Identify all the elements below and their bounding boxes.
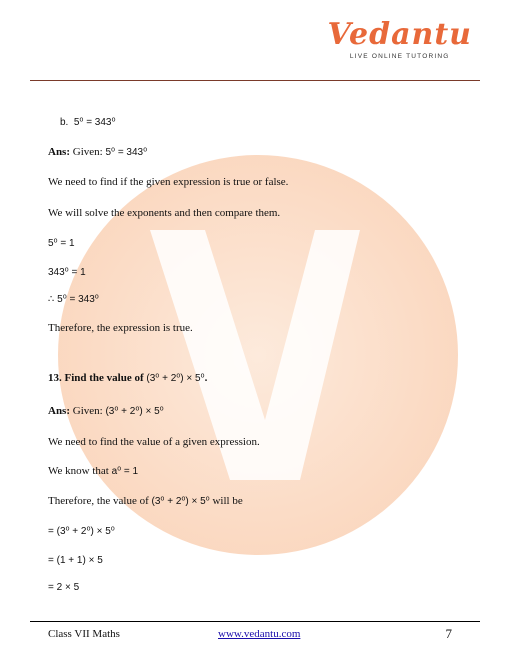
- item-b: b. 5⁰ = 343⁰: [60, 117, 116, 128]
- answer-2-line: Ans: Given: (3⁰ + 2⁰) × 5⁰: [48, 405, 164, 417]
- math-step: = (1 + 1) × 5: [48, 555, 103, 566]
- paragraph: We will solve the exponents and then compare them.: [48, 207, 281, 219]
- paragraph: Therefore, the value of (3⁰ + 2⁰) × 5⁰ will be: [48, 495, 243, 507]
- footer-class-label: Class VII Maths: [48, 628, 120, 640]
- math-step: 343⁰ = 1: [48, 267, 86, 278]
- math-step: ∴ 5⁰ = 343⁰: [48, 294, 99, 305]
- question-expression: (3⁰ + 2⁰) × 5⁰: [146, 373, 205, 384]
- footer-divider: [30, 621, 480, 622]
- vedantu-logo: [327, 18, 472, 60]
- paragraph: We know that a⁰ = 1: [48, 465, 139, 477]
- item-b-expression: 5⁰ = 343⁰: [73, 117, 116, 128]
- page-number: 7: [445, 626, 452, 641]
- paragraph: Therefore, the expression is true.: [48, 322, 193, 334]
- question-13: 13. Find the value of (3⁰ + 2⁰) × 5⁰.: [48, 372, 208, 384]
- logo-wordmark: Vedantu: [327, 17, 472, 52]
- math-step: = (3⁰ + 2⁰) × 5⁰: [48, 526, 115, 537]
- logo-tagline: LIVE ONLINE TUTORING: [349, 53, 450, 60]
- ans-label: Ans:: [48, 405, 71, 417]
- paragraph: We need to find if the given expression is true or false.: [48, 176, 289, 188]
- footer-link-wrap: [218, 628, 300, 640]
- ans-label: Ans:: [48, 146, 71, 158]
- answer-1-line: Ans: Given: 5⁰ = 343⁰: [48, 146, 148, 158]
- paragraph: We need to find the value of a given expression.: [48, 436, 260, 448]
- vedantu-website-link[interactable]: www.vedantu.com: [218, 628, 301, 640]
- math-step: 5⁰ = 1: [48, 238, 75, 249]
- header-divider: [30, 80, 480, 81]
- math-step: = 2 × 5: [48, 582, 80, 593]
